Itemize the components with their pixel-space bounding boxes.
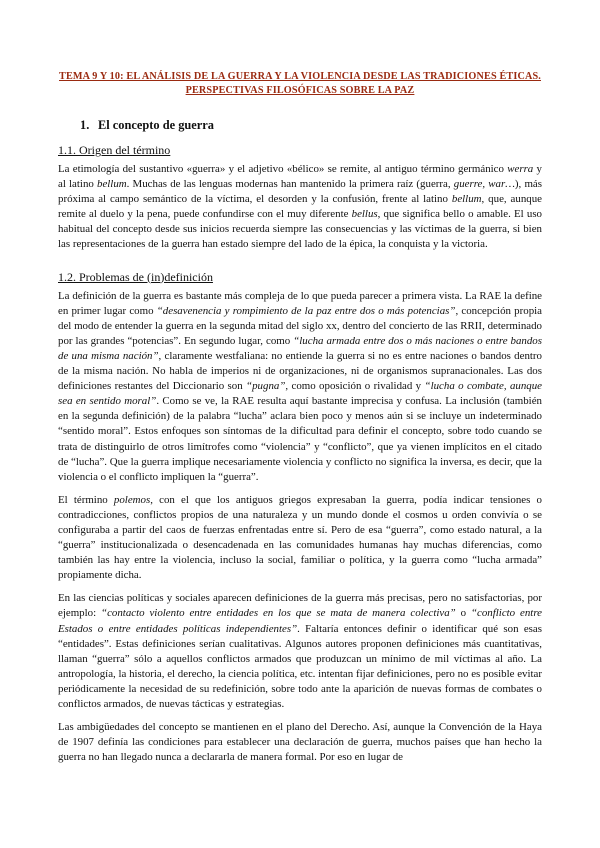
text-run: o [455,607,471,620]
paragraph-origen [58,162,542,253]
text-run: , como oposición o rivalidad y [285,380,425,393]
text-run: , con el que los antiguos griegos expresaban la guerra, podía indicar tensiones o contradicciones, conflictos propios de una naturaleza y un mundo donde el cosmos u orden convivía o se configuraba a partir del caos de fuerzas enfrentadas entre sí. Pero de esa “guerra”, como estado natural, a la “guerra” institucionalizada o desencadenada en las comunidades humanas hay muchas diferencias, como también las hay entre la violencia, incluso la social, familiar o política, y la guerra como “lucha armada” propiamente dicha. [58,493,542,582]
subsection-heading-problemas: 1.2. Problemas de (in)definición [58,269,213,284]
italic-text: bellum [97,178,127,191]
text-run: , concepción propia del modo de entender la guerra en la segunda mitad del siglo xx, dentro del concierto de las RRII, determinado por las grandes “potencias”. En segundo lugar, como [58,304,542,347]
text-run: ), más próxima al campo semántico de la víctima, el desorden y la confusión, frente al latino [58,178,542,206]
italic-text: “pugna” [246,380,286,393]
subsection-heading-origen: 1.1. Origen del término [58,143,171,157]
section-number: 1. [80,118,90,132]
italic-text: bellus [351,208,378,221]
text-run: El término [58,493,114,506]
italic-text: bellum [451,193,482,206]
italic-text: guerre, war… [453,178,515,191]
paragraph-definicion-rae [58,289,542,485]
text-run: La etimología del sustantivo «guerra» y el adjetivo «bélico» se remite, al antiguo término germánico [58,163,508,175]
text-run: , que significa bello o amable. El uso habitual del concepto desde sus inicios recuerda siempre las consecuencias y las víctimas de la guerra, si bien las representaciones de la guerra han estado siempre del lado de la épica, la conquista y la victoria. [58,208,543,251]
section-heading [80,118,542,133]
italic-text: “lucha armada entre dos o más naciones o entre bandos de una misma nación” [58,334,542,362]
italic-text: “conflicto entre Estados o entre entidades políticas independientes” [58,607,543,635]
text-run: La definición de la guerra es bastante más compleja de lo que pueda parecer a primera vista. La RAE la define en primer lugar como [58,289,542,317]
section-title: El concepto de guerra [98,118,214,132]
italic-text: “lucha o combate, aunque sea en sentido moral” [58,380,543,408]
text-run: . Muchas de las lenguas modernas han mantenido la primera raíz (guerra, [126,178,454,191]
text-run: , claramente westfaliana: no entiende la guerra si no es entre naciones o bandos dentro de la misma nación. No habla de imperios ni de organizaciones, ni de organismos supranacionales. Las dos definiciones restantes del Diccionario son [58,349,542,393]
paragraph-polemos [58,493,542,584]
italic-text: werra [507,163,534,175]
paragraph-derecho [58,720,542,765]
text-run: , que, aunque remite al duelo y la pena, puede confundirse con el muy diferente [58,193,542,221]
italic-text: polemos [113,493,151,506]
text-run: Las ambigüedades del concepto se mantienen en el plano del Derecho. Así, aunque la Convención de la Haya de 1907 definía las condiciones para establecer una declaración de guerra, muchos países que han hecho la guerra no han llegado nunca a declararla de manera formal. Por eso en lugar de [58,721,542,764]
italic-text: “contacto violento entre entidades en los que se mata de manera colectiva” [101,607,456,620]
text-run: . Como se ve, la RAE resulta aquí bastante imprecisa y confusa. La inclusión (también en la segunda definición) de la palabra “lucha” aclara bien poco y menos aún si se incluye un indeterminado “sentido moral”. Estos enfoques son síntomas de la dificultad para definir el concepto, sobre todo cuando se trata de distinguirlo de otros limítrofes como “violencia” y “conflicto”, que ya vienen implícitos en el citado de “lucha”. Que la guerra implique necesariamente violencia y conflicto no significa la inversa, es decir, que la violencia o el conflicto impliquen la “guerra”. [58,395,542,483]
document-title: TEMA 9 Y 10: EL ANÁLISIS DE LA GUERRA Y LA VIOLENCIA DESDE LAS TRADICIONES ÉTICAS. PERSPECTIVAS FILOSÓFICAS SOBRE LA PAZ [59,71,541,96]
italic-text: “desavenencia y rompimiento de la paz entre dos o más potencias” [156,304,456,317]
text-run: . Faltaría entonces definir o identificar qué son esas “entidades”. Estas definiciones serían cualitativas. Algunos autores proponen definiciones más cuantitativas, llaman “guerra” sólo a aquellos conflictos armados que produzcan un mínimo de mil víctimas al año. La antropología, la historia, el derecho, la ciencia política, etc. intentan fijar definiciones, pero no es posible evitar periódicamente la necesidad de su redefinición, sobre todo ante la aparición de nuevas formas de combates o conflictos armados, de nuevas tácticas y estrategias. [58,622,542,710]
text-run: En las ciencias políticas y sociales aparecen definiciones de la guerra más precisas, pero no satisfactorias, por ejemplo: [58,592,542,620]
paragraph-ciencias-politicas [58,591,542,712]
text-run: y al latino [58,163,542,191]
